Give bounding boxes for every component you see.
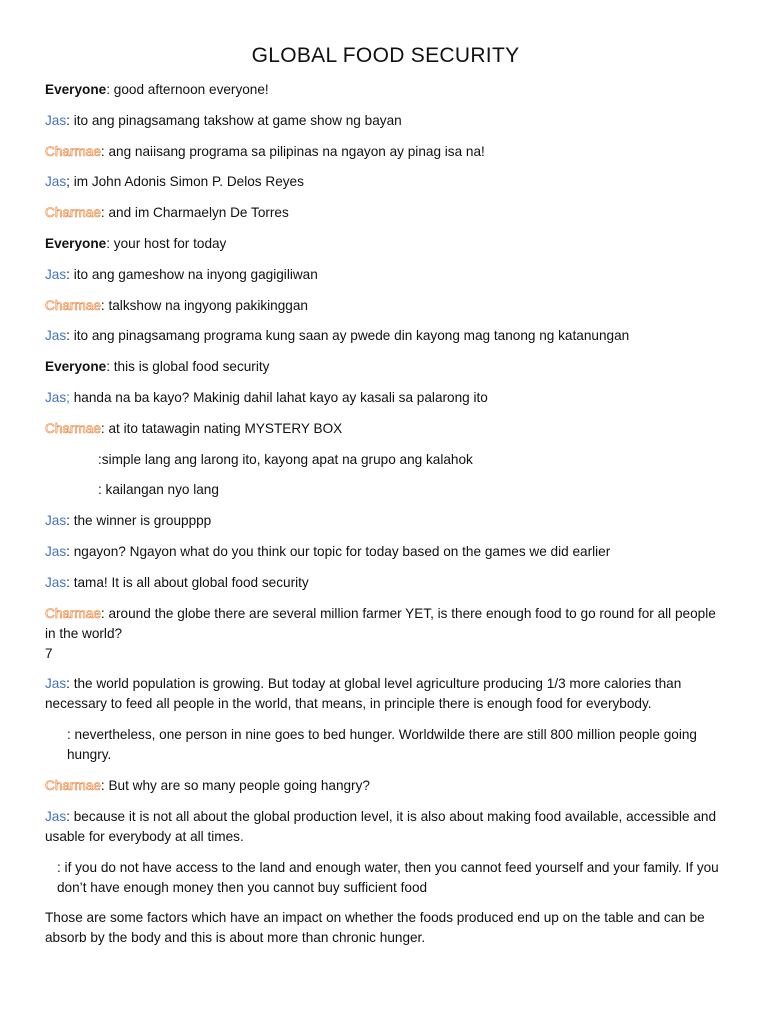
- script-line: [45, 388, 726, 408]
- script-line-continuation: : nevertheless, one person in nine goes to bed hunger. Worldwilde there are still 800 million people going hungry.: [67, 727, 697, 763]
- script-line-continuation: :simple lang ang larong ito, kayong apat na grupo ang kalahok: [98, 451, 473, 467]
- line-text: : good afternoon everyone!: [106, 82, 269, 97]
- script-line: [45, 80, 726, 100]
- script-line: [45, 357, 726, 377]
- speaker-jas: Jas: [45, 266, 67, 282]
- speaker-everyone: Everyone: [45, 359, 107, 375]
- speaker-charmae: Charmae: [45, 143, 101, 159]
- script-line: [45, 674, 726, 714]
- line-text: : this is global food security: [106, 359, 270, 375]
- speaker-jas: Jas: [45, 328, 67, 344]
- line-text: : ngayon? Ngayon what do you think our topic for today based on the games we did earlier: [66, 543, 611, 559]
- line-text: : ito ang pinagsamang programa kung saan ay pwede din kayong mag tanong ng katanungan: [66, 328, 630, 344]
- script-line: [45, 265, 726, 285]
- line-text: : But why are so many people going hangry?: [100, 777, 370, 793]
- speaker-charmae: Charmae: [45, 297, 101, 313]
- script-line: [45, 542, 726, 562]
- script-line: [45, 111, 726, 131]
- line-text: : ito ang gameshow na inyong gagigiliwan: [66, 266, 318, 282]
- line-text: : the world population is growing. But today at global level agriculture producing 1/3 more calories than necessary to feed all people in the world, that means, in principle there is enough food for everybody.: [45, 676, 682, 712]
- stray-number: 7: [45, 645, 53, 661]
- speaker-charmae: Charmae: [45, 605, 101, 621]
- speaker-everyone: Everyone: [45, 82, 107, 97]
- closing-paragraph: Those are some factors which have an impact on whether the foods produced end up on the table and can be absorb by the body and this is about more than chronic hunger.: [45, 910, 705, 946]
- script-line: [45, 807, 726, 847]
- script-line-continuation: : kailangan nyo lang: [98, 482, 219, 498]
- speaker-jas: Jas: [45, 808, 67, 824]
- document-title: GLOBAL FOOD SECURITY: [251, 44, 520, 67]
- speaker-charmae: Charmae: [45, 777, 101, 793]
- line-text: : at ito tatawagin nating MYSTERY BOX: [100, 420, 343, 436]
- script-line: [45, 296, 726, 316]
- script-line: [45, 234, 726, 254]
- speaker-jas: Jas: [45, 513, 67, 529]
- line-text: : ito ang pinagsamang takshow at game show ng bayan: [66, 112, 402, 128]
- speaker-jas: Jas: [45, 574, 67, 590]
- line-text: : tama! It is all about global food security: [66, 574, 309, 590]
- speaker-charmae: Charmae: [45, 205, 101, 221]
- line-text: : ang naiisang programa sa pilipinas na ngayon ay pinag isa na!: [100, 143, 485, 159]
- line-text: ; im John Adonis Simon P. Delos Reyes: [66, 174, 304, 190]
- line-text: : around the globe there are several million farmer YET, is there enough food to go round for all people in the world?: [45, 605, 716, 641]
- line-text: : the winner is groupppp: [66, 513, 212, 529]
- line-text: : and im Charmaelyn De Torres: [100, 205, 289, 221]
- speaker-jas: Jas;: [45, 389, 70, 405]
- script-line: [45, 172, 726, 192]
- script-line: [45, 419, 726, 439]
- line-text: : talkshow na ingyong pakikinggan: [100, 297, 308, 313]
- speaker-charmae: Charmae: [45, 420, 101, 436]
- script-line: [45, 573, 726, 593]
- script-line-continuation: : if you do not have access to the land and enough water, then you cannot feed yourself and your family. If you don’t have enough money then you cannot buy sufficient food: [57, 859, 719, 895]
- script-line: [45, 776, 726, 796]
- script-line: [45, 511, 726, 531]
- script-line: [45, 142, 726, 162]
- speaker-jas: Jas: [45, 112, 67, 128]
- script-line: [45, 203, 726, 223]
- speaker-everyone: Everyone: [45, 235, 107, 251]
- script-line: [45, 326, 726, 346]
- script-line: [45, 604, 726, 644]
- line-text: : because it is not all about the global production level, it is also about making food available, accessible and usable for everybody at all times.: [45, 808, 717, 844]
- speaker-jas: Jas: [45, 543, 67, 559]
- speaker-jas: Jas: [45, 676, 67, 692]
- line-text: handa na ba kayo? Makinig dahil lahat kayo ay kasali sa palarong ito: [69, 389, 488, 405]
- speaker-jas: Jas: [45, 174, 67, 190]
- line-text: : your host for today: [106, 235, 227, 251]
